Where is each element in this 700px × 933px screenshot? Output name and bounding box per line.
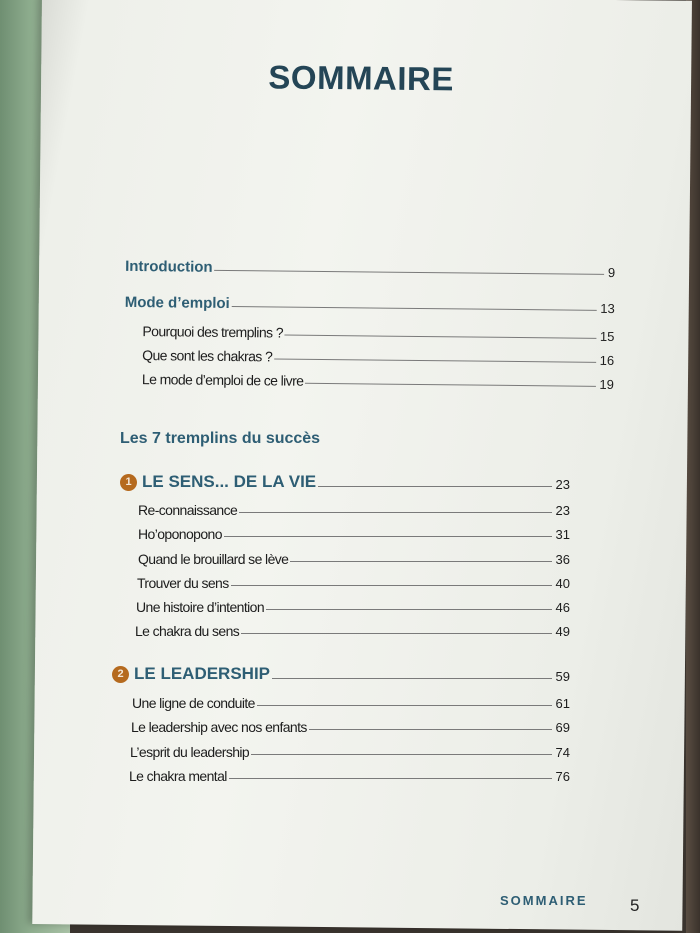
toc-entry <box>129 762 570 784</box>
toc-entry-page: 74 <box>555 745 570 760</box>
toc-entry-page: 9 <box>607 264 616 281</box>
toc-chapter-label <box>120 472 316 492</box>
toc-entry-label: Que sont les chakras ? <box>142 347 273 365</box>
dot-leader <box>241 633 551 634</box>
toc-entry-page: 23 <box>555 477 570 492</box>
dot-leader <box>285 335 596 339</box>
toc-entry <box>131 713 570 735</box>
toc-entry-page: 61 <box>555 696 570 711</box>
toc-entry-label: Trouver du sens <box>137 575 229 591</box>
dot-leader <box>251 754 551 755</box>
book-page <box>32 0 692 931</box>
dot-leader <box>290 561 551 562</box>
toc-entry-pourquoi-tremplins <box>142 317 614 344</box>
dot-leader <box>274 358 596 362</box>
dot-leader <box>232 306 597 311</box>
toc-entry-label: Le mode d’emploi de ce livre <box>141 371 304 389</box>
toc-entry-page: 23 <box>555 503 570 518</box>
dot-leader <box>272 678 552 679</box>
toc-chapter-label <box>112 664 270 684</box>
dot-leader <box>266 609 552 610</box>
toc-entry <box>138 496 570 518</box>
toc-entry-label: Re-connaissance <box>138 502 238 518</box>
dot-leader <box>239 512 551 513</box>
running-footer: SOMMAIRE <box>500 893 588 908</box>
toc-entry-label: Une ligne de conduite <box>132 695 255 711</box>
toc-chapter-1 <box>120 470 570 492</box>
dot-leader <box>224 536 552 537</box>
toc-entry-page: 16 <box>599 352 615 369</box>
toc-entry-page: 19 <box>599 376 615 393</box>
toc-entry-page: 76 <box>555 769 570 784</box>
toc-entry-page: 31 <box>555 527 570 542</box>
toc-entry-label: Mode d’emploi <box>124 293 230 312</box>
toc-entry-label: Le leadership avec nos enfants <box>131 719 307 735</box>
dot-leader <box>229 778 552 779</box>
section-title: Les 7 tremplins du succès <box>120 430 321 447</box>
toc-entry-label: Ho’oponopono <box>138 526 222 542</box>
toc-entry-mode-emploi-livre <box>142 365 614 392</box>
toc-entry <box>138 545 570 567</box>
toc-entry-page: 36 <box>555 552 570 567</box>
page-title: SOMMAIRE <box>268 58 455 98</box>
dot-leader <box>215 270 604 275</box>
toc-entry <box>137 569 570 591</box>
toc-entry-label: Quand le brouillard se lève <box>138 551 289 567</box>
toc-entry-page: 13 <box>600 300 615 317</box>
toc-entry <box>136 593 570 615</box>
chapter-number-badge: 2 <box>112 666 129 683</box>
toc-entry-label: Le chakra du sens <box>135 623 240 639</box>
toc-entry-page: 15 <box>599 328 615 345</box>
dot-leader <box>309 729 552 730</box>
toc-entry-chakras <box>142 341 614 368</box>
toc-entry-page: 69 <box>555 720 570 735</box>
dot-leader <box>305 383 595 387</box>
toc-entry-page: 40 <box>555 576 570 591</box>
toc-entry-page: 46 <box>555 600 570 615</box>
toc-entry-label: Pourquoi des tremplins ? <box>142 323 284 341</box>
toc-entry-mode-emploi <box>125 289 615 316</box>
toc-chapter-2 <box>112 662 570 684</box>
toc-entry-label: Une histoire d’intention <box>136 599 265 615</box>
chapter-number-badge: 1 <box>120 474 137 491</box>
toc-entry <box>135 617 570 639</box>
dot-leader <box>231 585 552 586</box>
chapter-title: LE SENS... DE LA VIE <box>142 472 317 491</box>
toc-entry <box>132 689 570 711</box>
toc-entry-label: Le chakra mental <box>129 768 227 784</box>
toc-entry-label: Introduction <box>125 257 213 276</box>
dot-leader <box>257 705 552 706</box>
toc-entry-introduction <box>125 253 615 280</box>
toc-entry <box>130 738 570 760</box>
toc-entry-page: 59 <box>555 669 570 684</box>
dot-leader <box>318 486 551 487</box>
toc-entry-label: L’esprit du leadership <box>130 744 250 760</box>
page-number: 5 <box>630 896 640 915</box>
toc-entry-page: 49 <box>555 624 570 639</box>
toc-entry <box>138 520 570 542</box>
chapter-title: LE LEADERSHIP <box>134 664 271 683</box>
